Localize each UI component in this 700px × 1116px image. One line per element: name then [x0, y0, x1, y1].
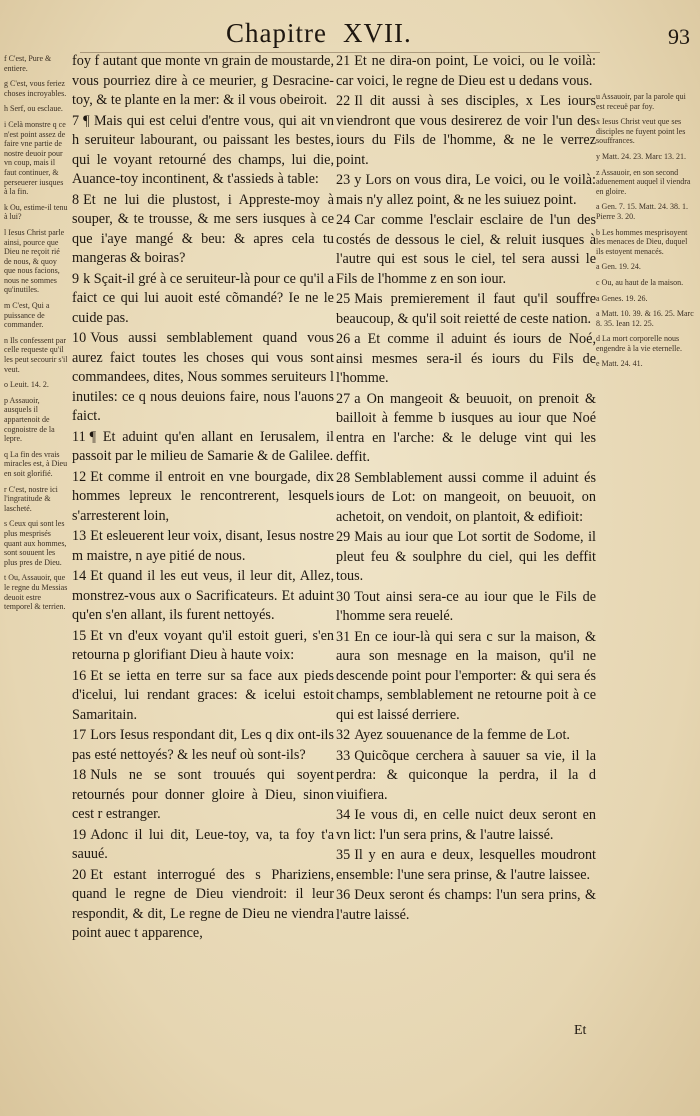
verse — [72, 627, 334, 666]
margin-note: m C'est, Qui a puissance de commander. — [4, 301, 50, 330]
verse — [336, 528, 596, 587]
verse-number: 17 — [72, 727, 87, 743]
verse-number: 19 — [72, 826, 87, 843]
verse-number: 13 — [72, 528, 87, 544]
verse-text: En ce iour-là qui sera c sur la maison, & aura son mesnage en la maison, qu'il ne descende point pour l'emporter: & qui sera és champs, semblablement ne retourne poit à ce qui est laissé derriere. — [336, 628, 596, 723]
margin-note: z Assauoir, en son second aduenement auquel il viendra en gloire. — [596, 167, 691, 196]
verse — [72, 329, 334, 427]
margin-note: n Ils confessent par celle requeste qu'il les peut secourir s'il veut. — [4, 335, 68, 374]
verse — [72, 468, 334, 527]
margin-note: r C'est, nostre ici l'ingratitude & lascheté. — [4, 484, 58, 513]
verse-number: 34 — [336, 807, 351, 823]
verse-number: 24 — [336, 212, 351, 228]
margin-note: q La fin des vrais miracles est, à Dieu en soit glorifié. — [4, 449, 68, 478]
verse — [336, 726, 596, 746]
verse-text: Ie vous di, en celle nuict deux seront en vn lict: l'un sera prins, & l'autre laissé. — [336, 807, 596, 843]
verse-text: y Lors on vous dira, Le voici, ou le voilà: mais n'y allez point, & ne les suiuez point. — [336, 172, 596, 208]
margin-note: g C'est, vous feriez choses incroyables. — [4, 79, 67, 98]
verse — [72, 667, 334, 726]
verse — [336, 747, 596, 806]
margin-note: x Iesus Christ veut que ses disciples ne fuyent point les souffrances. — [596, 117, 686, 146]
margin-note: c Ou, au haut de la maison. — [596, 277, 684, 287]
left-margin-notes — [4, 54, 68, 618]
margin-note: e Matt. 24. 41. — [596, 359, 643, 369]
margin-note: h Serf, ou esclaue. — [4, 104, 63, 114]
verse — [72, 567, 334, 626]
verse-text: Et estant interrogué des s Phariziens, quand le regne de Dieu viendroit: il leur respondit, & dit, Le regne de Dieu ne viendra point auec t apparence, — [72, 866, 334, 941]
chapter-number: XVII. — [342, 18, 412, 48]
verse-number: 31 — [336, 628, 351, 645]
verse-number: 9 — [72, 270, 80, 287]
margin-note: p Assauoir, ausquels il appartenoit de cognoistre de la lepre. — [4, 395, 55, 444]
verse — [336, 330, 596, 389]
verse — [336, 628, 596, 726]
margin-note: l Iesus Christ parle ainsi, pource que Dieu ne reçoit rié de nous, & quoy que nous facions, nous ne sommes qu'inutiles. — [4, 227, 65, 295]
verse-number: 28 — [336, 469, 351, 486]
verse-text: Adonc il lui dit, Leue-toy, va, ta foy t'a sauué. — [72, 826, 334, 862]
verse-text: Quicõque cerchera à sauuer sa vie, il la perdra: & quiconque la perdra, il la d viuifiera. — [336, 747, 596, 803]
right-column — [336, 52, 596, 926]
verse-number: 29 — [336, 529, 351, 545]
margin-note: a Matt. 10. 39. & 16. 25. Marc 8. 35. Iean 12. 25. — [596, 309, 694, 328]
verse-text: Deux seront és champs: l'un sera prins, & l'autre laissé. — [336, 887, 596, 923]
verse-number: 12 — [72, 468, 87, 485]
verse-number: 25 — [336, 291, 351, 307]
verse-text: Tout ainsi sera-ce au iour que le Fils de l'homme sera reuelé. — [336, 588, 596, 624]
margin-note: t Ou, Assauoir, que le regne du Messias deuoit estre temporel & terrien. — [4, 573, 68, 612]
verse — [72, 866, 334, 944]
verse — [336, 806, 596, 845]
verse — [336, 469, 596, 528]
verse — [72, 826, 334, 865]
margin-note: a Gen. 7. 15. Matt. 24. 38. 1. Pierre 3. 20. — [596, 202, 688, 221]
verse-text: Et ne dira-on point, Le voici, ou le voilà: car voici, le regne de Dieu est u dedans vous. — [336, 53, 596, 89]
verse-text: Mais premierement il faut qu'il souffre beaucoup, & qu'il soit reietté de ceste nation. — [336, 291, 596, 327]
verse-number: 16 — [72, 667, 87, 684]
verse — [72, 112, 334, 190]
verse — [72, 191, 334, 269]
verse-text: Et ne lui die plustost, i Appreste-moy à souper, & te trousse, & me sers iusques à ce que i'aye mangé & beu: & apres cela tu mangeras & boiras? — [72, 191, 334, 266]
verse — [72, 726, 334, 765]
margin-note: u Assauoir, par la parole qui est receuë par foy. — [596, 92, 686, 111]
margin-note: d La mort corporelle nous engendre à la vie eternelle. — [596, 334, 682, 353]
verse-number: 23 — [336, 172, 351, 188]
verse-text: Et comme il entroit en vne bourgade, dix hommes lepreux le rencontrerent, lesquels s'arresterent loin, — [72, 468, 334, 524]
margin-note: b Les hommes mesprisoyent les menaces de Dieu, duquel ils estoyent menacés. — [596, 227, 688, 256]
chapter-word: Chapitre — [226, 18, 327, 48]
verse-text: a Et comme il aduint és iours de Noé, ainsi mesmes sera-il és iours du Fils de l'homme. — [336, 331, 596, 386]
verse-number: 11 — [72, 428, 86, 445]
verse-text: Il y en aura e deux, lesquelles moudront ensemble: l'une sera prinse, & l'autre laissee. — [336, 847, 596, 883]
verse-text: Semblablement aussi comme il aduint és iours de Lot: on mangeoit, on beuuoit, on achetoit, on vendoit, on plantoit, & edifioit: — [336, 469, 596, 525]
verse-number: 33 — [336, 747, 351, 764]
page-header — [226, 18, 428, 49]
verse-text: a On mangeoit & beuuoit, on prenoit & bailloit à femme b iusques au iour que Noé entra en l'arche: & le deluge vint qui les deffit. — [336, 390, 596, 465]
verse — [336, 211, 596, 289]
margin-note: f C'est, Pure & entiere. — [4, 54, 52, 73]
left-column — [72, 52, 334, 945]
verse-number: 18 — [72, 767, 87, 783]
verse-number: 15 — [72, 627, 87, 644]
verse-number: 27 — [336, 390, 351, 407]
verse — [72, 428, 334, 467]
verse-text: Et quand il les eut veus, il leur dit, Allez, monstrez-vous aux o Sacrificateurs. Et aduint qu'en s'en allant, ils furent nettoyés. — [72, 568, 334, 623]
verse-text: Ayez souuenance de la femme de Lot. — [354, 727, 570, 743]
margin-note: i Celà monstre q ce n'est point assez de faire vne partie de nostre deuoir pour vn coup, mais il faut continuer, & perseuerer iusques à la fin. — [4, 119, 66, 197]
verse-number: 32 — [336, 727, 351, 743]
verse-text: Et esleuerent leur voix, disant, Iesus nostre m maistre, n aye pitié de nous. — [72, 528, 334, 564]
margin-note: k Ou, estime-il tenu à lui? — [4, 202, 68, 222]
verse-number: 20 — [72, 866, 87, 883]
verse-text: Il dit aussi à ses disciples, x Les iours viendront que vous desirerez de voir l'un des iours du Fils de l'homme, & ne le verrez point. — [336, 93, 596, 168]
verse-text: Mais au iour que Lot sortit de Sodome, il pleut feu & soulphre du ciel, qui les deffit tous. — [336, 529, 596, 584]
verse — [336, 886, 596, 925]
verse-number: 26 — [336, 331, 351, 347]
margin-note: a Genes. 19. 26. — [596, 293, 648, 303]
verse-text: Lors Iesus respondant dit, Les q dix ont-ils pas esté nettoyés? & les neuf où sont-ils? — [72, 727, 334, 763]
verse — [336, 588, 596, 627]
verse — [336, 846, 596, 885]
verse-number: 8 — [72, 191, 80, 208]
verse — [72, 52, 334, 111]
verse-text: Nuls ne se sont trouués qui soyent retournés pour donner gloire à Dieu, sinon cest r estranger. — [72, 767, 334, 822]
verse — [336, 52, 596, 91]
verse-text: ¶ Et aduint qu'en allant en Ierusalem, il passoit par le milieu de Samarie & de Galilee. — [72, 428, 334, 464]
verse-number: 36 — [336, 887, 351, 903]
verse — [72, 527, 334, 566]
verse — [72, 270, 334, 329]
verse-text: Vous aussi semblablement quand vous aurez faict toutes les choses qui vous sont commandees, dites, Nous sommes seruiteurs l inutiles: ce q nous deuions faire, nous l'auons faict. — [72, 330, 334, 424]
verse — [336, 290, 596, 329]
verse-number: 14 — [72, 568, 87, 584]
margin-note: y Matt. 24. 23. Marc 13. 21. — [596, 151, 686, 161]
verse-number: 35 — [336, 847, 351, 863]
page-number: 93 — [668, 24, 690, 49]
verse — [336, 92, 596, 170]
verse — [336, 390, 596, 468]
right-margin-notes — [596, 92, 696, 375]
margin-note: s Ceux qui sont les plus mesprisés quant aux hommes, sont souuent les plus pres de Dieu. — [4, 519, 67, 567]
verse — [72, 766, 334, 825]
verse-text: ¶ Mais qui est celui d'entre vous, qui ait vn h seruiteur labourant, ou paissant les bestes, qui le voyant retourné des champs, lui die, Auance-toy incontinent, & t'assieds à table: — [72, 112, 334, 187]
margin-note: a Gen. 19. 24. — [596, 262, 641, 272]
verse-number: 22 — [336, 93, 351, 109]
verse-text: Car comme l'esclair esclaire de l'un des costés de dessous le ciel, & reluit iusques à l'autre qui est sous le ciel, tel sera aussi le Fils de l'homme z en son iour. — [336, 212, 596, 287]
verse-text: foy f autant que monte vn grain de moustarde, vous pourriez dire à ce meurier, g Desracine-toy, & te plante en la mer: & il vous obeiroit. — [72, 53, 334, 108]
verse-text: Et se ietta en terre sur sa face aux pieds d'icelui, lui rendant graces: & icelui estoit Samaritain. — [72, 667, 334, 723]
verse-number: 10 — [72, 330, 87, 346]
verse-number: 30 — [336, 588, 351, 605]
verse — [336, 171, 596, 210]
verse-number: 7 — [72, 112, 80, 129]
verse-number: 21 — [336, 53, 351, 69]
verse-text: k Sçait-il gré à ce seruiteur-là pour ce qu'il a faict ce qui lui auoit esté cõmandé? Ie ne le cuide pas. — [72, 270, 334, 326]
margin-note: o Leuit. 14. 2. — [4, 380, 49, 390]
catchword: Et — [574, 1023, 587, 1038]
verse-text: Et vn d'eux voyant qu'il estoit gueri, s'en retourna p glorifiant Dieu à haute voix: — [72, 627, 334, 663]
